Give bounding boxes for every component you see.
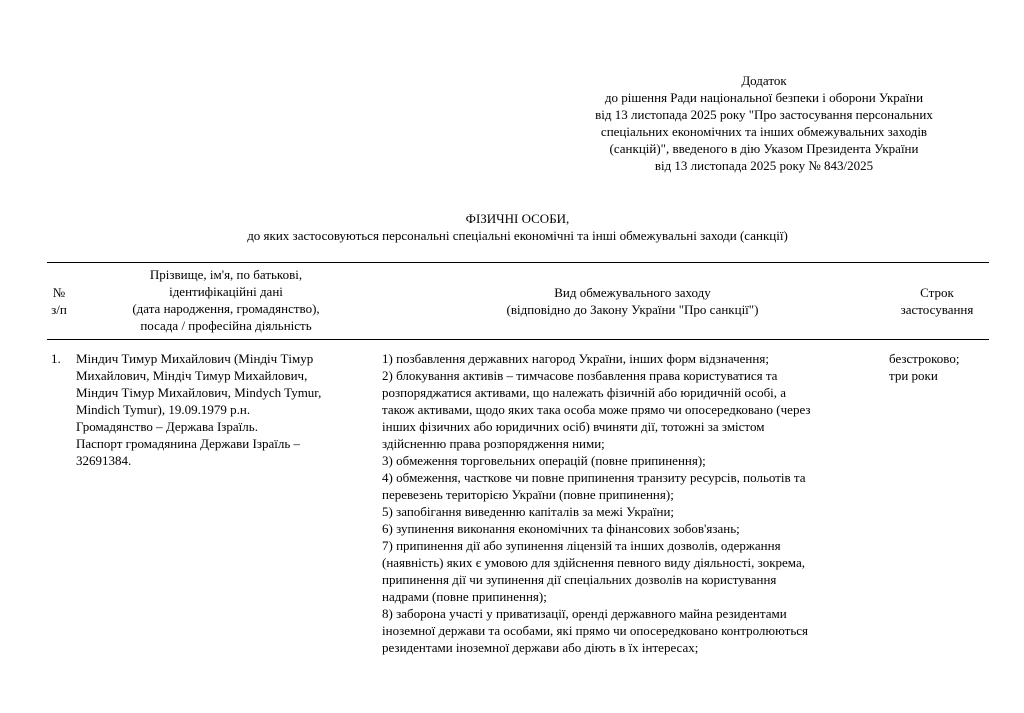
header-number: № з/п	[51, 285, 67, 317]
addendum-line: до рішення Ради національної безпеки і оборони України	[604, 90, 924, 105]
measure-line: інших фізичних або юридичних осіб) вчиняти дії, тотожні за змістом	[382, 419, 765, 434]
measure-line: 4) обмеження, часткове чи повне припинення транзиту ресурсів, польотів та	[382, 470, 806, 485]
measure-line: 8) заборона участі у приватизації, оренді державного майна резидентами	[382, 606, 787, 621]
measure-line: припинення дії чи зупинення дії спеціальних дозволів на користування	[382, 572, 777, 587]
measure-line: 6) зупинення виконання економічних та фінансових зобов'язань;	[382, 521, 740, 536]
person-line: Паспорт громадянина Держави Ізраїль –	[76, 436, 301, 451]
measure-line: 2) блокування активів – тимчасове позбавлення права користуватися та	[382, 368, 778, 383]
header-term: Строк застосування	[900, 285, 974, 317]
person-info	[76, 350, 321, 469]
title-line-1: ФІЗИЧНІ ОСОБИ,	[465, 211, 570, 226]
addendum-line: (санкцій)", введеного в дію Указом Президента України	[609, 141, 919, 156]
row-number: 1.	[51, 351, 61, 366]
header-measure: Вид обмежувального заходу (відповідно до Закону України "Про санкції")	[506, 285, 759, 317]
person-line: Михайлович, Міндіч Тимур Михайлович,	[76, 368, 308, 383]
addendum-line: Додаток	[741, 73, 787, 88]
addendum-line: від 13 листопада 2025 року № 843/2025	[654, 158, 874, 173]
header-person: Прізвище, ім'я, по батькові, ідентифікаційні дані (дата народження, громадянство), посада / професійна діяльність	[132, 267, 320, 333]
term-info	[889, 350, 959, 384]
term-line: безстроково;	[889, 351, 960, 366]
measure-line: іноземної держави та особами, які прямо чи опосередковано контролюються	[382, 623, 809, 638]
measure-line: 5) запобігання виведенню капіталів за межі України;	[382, 504, 675, 519]
measure-line: 3) обмеження торговельних операцій (повне припинення);	[382, 453, 706, 468]
measures-list	[382, 350, 811, 656]
measure-line: 7) припинення дії або зупинення ліцензій та інших дозволів, одержання	[382, 538, 781, 553]
addendum-line: від 13 листопада 2025 року "Про застосування персональних	[595, 107, 933, 122]
document-title	[0, 210, 1024, 244]
measure-line: розпоряджатися активами, що належать фізичній або юридичній особі, а	[382, 385, 787, 400]
measure-line: перевезень територією України (повне припинення);	[382, 487, 674, 502]
person-line: Міндич Тимур Михайлович (Міндіч Тімур	[76, 351, 314, 366]
person-line: Громадянство – Держава Ізраїль.	[76, 419, 258, 434]
measure-line: здійсненню права розпорядження ними;	[382, 436, 605, 451]
addendum-header	[560, 72, 968, 174]
person-line: Міндич Тімур Михайлович, Mindych Tymur,	[76, 385, 322, 400]
measure-line: (наявність) яких є умовою для здійснення певного виду діяльності, зокрема,	[382, 555, 805, 570]
measure-line: також активами, щодо яких така особа може прямо чи опосередковано (через	[382, 402, 811, 417]
table-top-rule	[47, 262, 989, 263]
measure-line: 1) позбавлення державних нагород України, інших форм відзначення;	[382, 351, 769, 366]
person-line: Mindich Tymur), 19.09.1979 р.н.	[76, 402, 251, 417]
term-line: три роки	[889, 368, 938, 383]
addendum-line: спеціальних економічних та інших обмежувальних заходів	[600, 124, 928, 139]
title-line-2: до яких застосовуються персональні спеціальні економічні та інші обмежувальні заходи (санкції)	[247, 228, 788, 243]
measure-line: резидентами іноземної держави або діють в їх інтересах;	[382, 640, 699, 655]
person-line: 32691384.	[76, 453, 132, 468]
measure-line: надрами (повне припинення);	[382, 589, 547, 604]
table-header-rule	[47, 339, 989, 340]
